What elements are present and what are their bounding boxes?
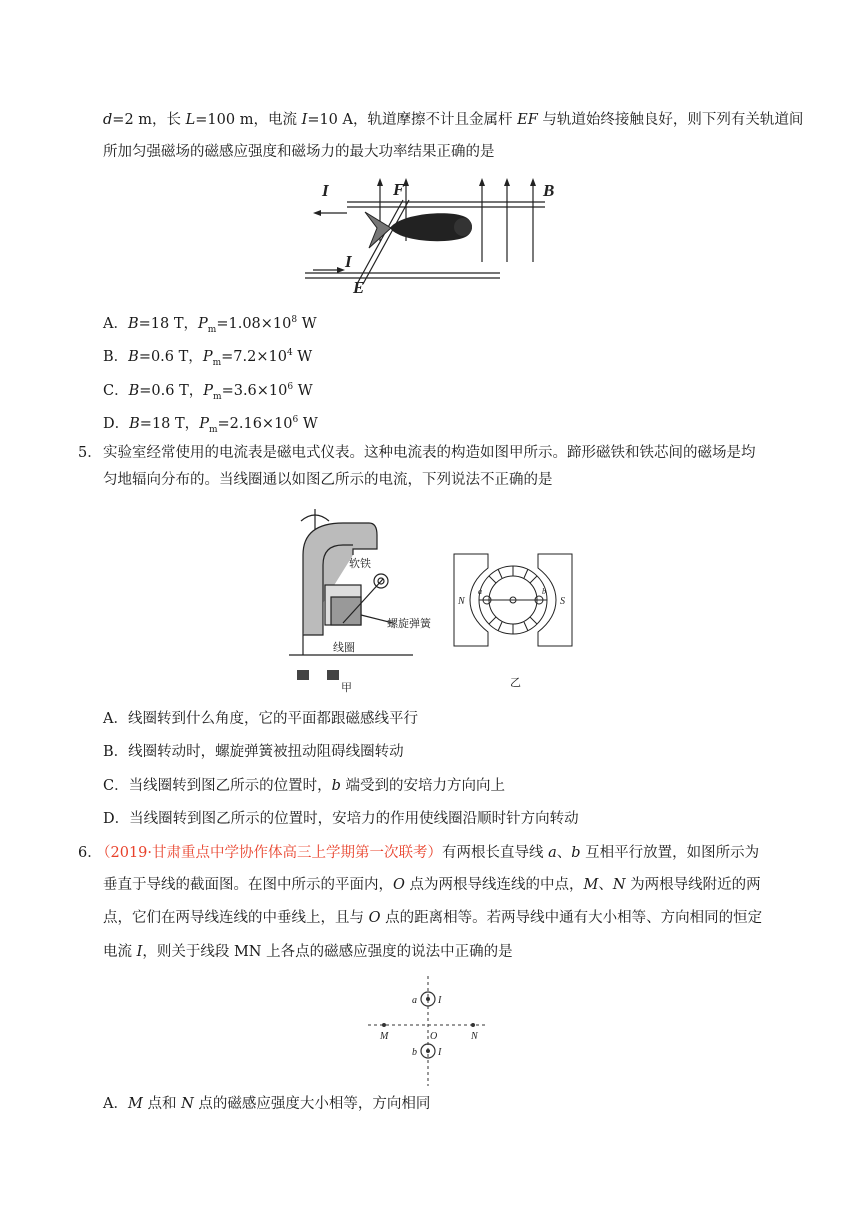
parallel-wires-figure [368, 976, 498, 1086]
label-coil: 线圈 [333, 642, 355, 654]
label-point-n: N [471, 1031, 478, 1042]
label-B: B [543, 181, 555, 200]
q5-option-c[interactable]: C．当线圈转到图乙所示的位置时，b 端受到的安培力方向向上 [103, 778, 506, 794]
radial-field-figure [448, 550, 578, 688]
label-current-bottom: I [438, 1047, 442, 1058]
q6-text-line4: 电流 I，则关于线段 MN 上各点的磁感应强度的说法中正确的是 [103, 944, 513, 960]
label-point-m: M [380, 1031, 389, 1042]
q4-option-a[interactable]: A．B=18 T，$P_m=1.08\times 10^8$ W [103, 315, 317, 335]
label-current-top: I [438, 995, 442, 1006]
q5-option-d[interactable]: D．当线圈转到图乙所示的位置时，安培力的作用使线圈沿顺时针方向转动 [103, 811, 579, 827]
label-pole-s: S [560, 596, 565, 607]
caption-jia: 甲 [341, 682, 352, 694]
galvanometer-figure [283, 505, 431, 695]
label-spring: 螺旋弹簧 [387, 618, 431, 630]
q4-text-line1: d=2 m，长 L=100 m，电流 I=10 A，轨道摩擦不计且金属杆 EF 与轨道始终接触良好，则下列有关轨道间 [103, 112, 804, 128]
label-I-top: I [322, 181, 329, 200]
label-F: F [393, 180, 405, 199]
q5-text-line1: 实验室经常使用的电流表是磁电式仪表。这种电流表的构造如图甲所示。蹄形磁铁和铁芯间的磁场是均 [103, 445, 756, 461]
label-E: E [353, 278, 365, 297]
label-point-o: O [430, 1031, 438, 1042]
q4-option-b[interactable]: B．B=0.6 T，$P_m=7.2\times 10^4$ W [103, 348, 313, 368]
label-b: b [542, 587, 546, 596]
caption-yi: 乙 [510, 677, 521, 689]
q4-option-d[interactable]: D．B=18 T，$P_m=2.16\times 10^6$ W [103, 415, 318, 435]
q6-option-a[interactable]: A．M 点和 N 点的磁感应强度大小相等，方向相同 [103, 1096, 431, 1112]
q6-text-line3: 点，它们在两导线连线的中垂线上，且与 O 点的距离相等。若两导线中通有大小相等、方向相同的恒定 [103, 910, 763, 926]
q5-text-line2: 匀地辐向分布的。当线圈通以如图乙所示的电流，下列说法不正确的是 [103, 472, 553, 488]
q6-text-line2: 垂直于导线的截面图。在图中所示的平面内，O 点为两根导线连线的中点，M、N 为两根导线附近的两 [103, 877, 761, 893]
q5-option-b[interactable]: B．线圈转动时，螺旋弹簧被扭动阻碍线圈转动 [103, 744, 404, 760]
label-soft-iron: 软铁 [349, 558, 371, 570]
q6-number: 6． [78, 845, 102, 861]
q5-option-a[interactable]: A．线圈转到什么角度，它的平面都跟磁感线平行 [103, 711, 418, 727]
q4-text-line2: 所加匀强磁场的磁感应强度和磁场力的最大功率结果正确的是 [103, 144, 495, 160]
label-a: a [478, 587, 482, 596]
label-wire-b: b [412, 1047, 417, 1058]
q5-number: 5． [78, 445, 102, 461]
label-I-bottom: I [345, 252, 352, 271]
rail-gun-figure [305, 176, 570, 297]
label-pole-n: N [458, 596, 465, 607]
q6-source: （2019·甘肃重点中学协作体高三上学期第一次联考） [96, 845, 443, 861]
label-wire-a: a [412, 995, 417, 1006]
q4-option-c[interactable]: C．B=0.6 T，$P_m=3.6\times 10^6$ W [103, 382, 313, 402]
q6-text-line1: （2019·甘肃重点中学协作体高三上学期第一次联考）有两根长直导线 a、b 互相平行放置，如图所示为 [96, 845, 760, 861]
